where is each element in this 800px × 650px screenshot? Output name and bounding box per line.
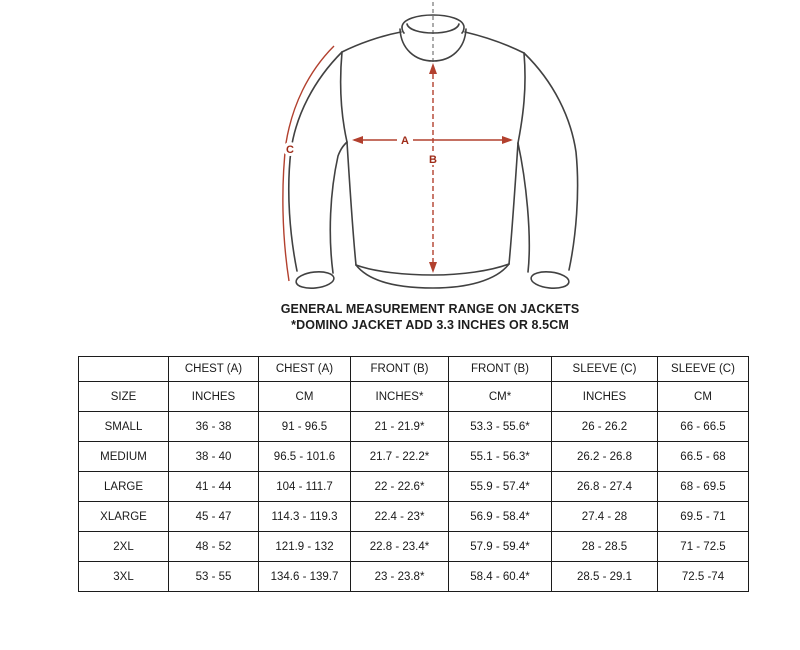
table-cell: 26.8 - 27.4 (552, 472, 658, 502)
size-label: 3XL (79, 562, 169, 592)
table-cell: 55.1 - 56.3* (449, 442, 552, 472)
column-header-front-b-inches: FRONT (B) (351, 357, 449, 382)
column-header-sleeve-c-inches: SLEEVE (C) (552, 357, 658, 382)
table-row-large (79, 472, 749, 502)
arrowhead-up-icon (429, 63, 437, 74)
table-cell: 104 - 111.7 (259, 472, 351, 502)
size-label: 2XL (79, 532, 169, 562)
caption-line-1: GENERAL MEASUREMENT RANGE ON JACKETS (280, 302, 580, 316)
arrowhead-left-icon (352, 136, 363, 144)
table-cell: 22.8 - 23.4* (351, 532, 449, 562)
caption-line-2: *DOMINO JACKET ADD 3.3 INCHES OR 8.5CM (291, 318, 569, 332)
table-cell: 28 - 28.5 (552, 532, 658, 562)
size-chart-table (78, 356, 749, 592)
table-cell: 26 - 26.2 (552, 412, 658, 442)
table-cell: 121.9 - 132 (259, 532, 351, 562)
jacket-measurement-diagram (270, 0, 600, 300)
table-cell: 22 - 22.6* (351, 472, 449, 502)
size-label: XLARGE (79, 502, 169, 532)
table-cell: 66 - 66.5 (658, 412, 749, 442)
column-header-size: SIZE (79, 382, 169, 412)
measure-label-c: C (286, 144, 294, 156)
table-cell: 114.3 - 119.3 (259, 502, 351, 532)
unit-header-inches: INCHES (169, 382, 259, 412)
table-cell: 22.4 - 23* (351, 502, 449, 532)
column-header-chest-a-cm: CHEST (A) (259, 357, 351, 382)
measurement-caption (180, 301, 680, 333)
measure-label-a: A (401, 135, 409, 147)
table-cell: 23 - 23.8* (351, 562, 449, 592)
table-cell: 36 - 38 (169, 412, 259, 442)
unit-header-cm-star: CM* (449, 382, 552, 412)
unit-header-inches-star: INCHES* (351, 382, 449, 412)
arrowhead-down-icon (429, 262, 437, 273)
table-cell: 134.6 - 139.7 (259, 562, 351, 592)
column-header-front-b-cm: FRONT (B) (449, 357, 552, 382)
column-header-sleeve-c-cm: SLEEVE (C) (658, 357, 749, 382)
table-cell: 45 - 47 (169, 502, 259, 532)
table-cell: 96.5 - 101.6 (259, 442, 351, 472)
table-cell: 27.4 - 28 (552, 502, 658, 532)
table-cell: 66.5 - 68 (658, 442, 749, 472)
table-row-small (79, 412, 749, 442)
unit-header-cm: CM (259, 382, 351, 412)
header-row-units (79, 382, 749, 412)
table-cell: 48 - 52 (169, 532, 259, 562)
table-row-3xl (79, 562, 749, 592)
table-cell: 68 - 69.5 (658, 472, 749, 502)
size-label: LARGE (79, 472, 169, 502)
size-label: SMALL (79, 412, 169, 442)
table-cell: 53.3 - 55.6* (449, 412, 552, 442)
unit-header-inches-2: INCHES (552, 382, 658, 412)
column-header-chest-a-inches: CHEST (A) (169, 357, 259, 382)
table-cell: 41 - 44 (169, 472, 259, 502)
table-cell: 21 - 21.9* (351, 412, 449, 442)
table-cell: 91 - 96.5 (259, 412, 351, 442)
header-cell-blank (79, 357, 169, 382)
table-row-medium (79, 442, 749, 472)
arrowhead-right-icon (502, 136, 513, 144)
table-cell: 58.4 - 60.4* (449, 562, 552, 592)
sleeve-measure-line-c (283, 46, 334, 281)
table-cell: 38 - 40 (169, 442, 259, 472)
table-cell: 56.9 - 58.4* (449, 502, 552, 532)
table-row-xlarge (79, 502, 749, 532)
table-row-2xl (79, 532, 749, 562)
table-cell: 72.5 -74 (658, 562, 749, 592)
table-cell: 57.9 - 59.4* (449, 532, 552, 562)
table-cell: 71 - 72.5 (658, 532, 749, 562)
table-cell: 69.5 - 71 (658, 502, 749, 532)
jacket-outline-drawing (270, 0, 600, 300)
measure-label-b: B (429, 154, 437, 166)
header-row-measure (79, 357, 749, 382)
table-cell: 28.5 - 29.1 (552, 562, 658, 592)
table-cell: 53 - 55 (169, 562, 259, 592)
size-label: MEDIUM (79, 442, 169, 472)
table-cell: 26.2 - 26.8 (552, 442, 658, 472)
table-cell: 55.9 - 57.4* (449, 472, 552, 502)
table-cell: 21.7 - 22.2* (351, 442, 449, 472)
unit-header-cm-2: CM (658, 382, 749, 412)
